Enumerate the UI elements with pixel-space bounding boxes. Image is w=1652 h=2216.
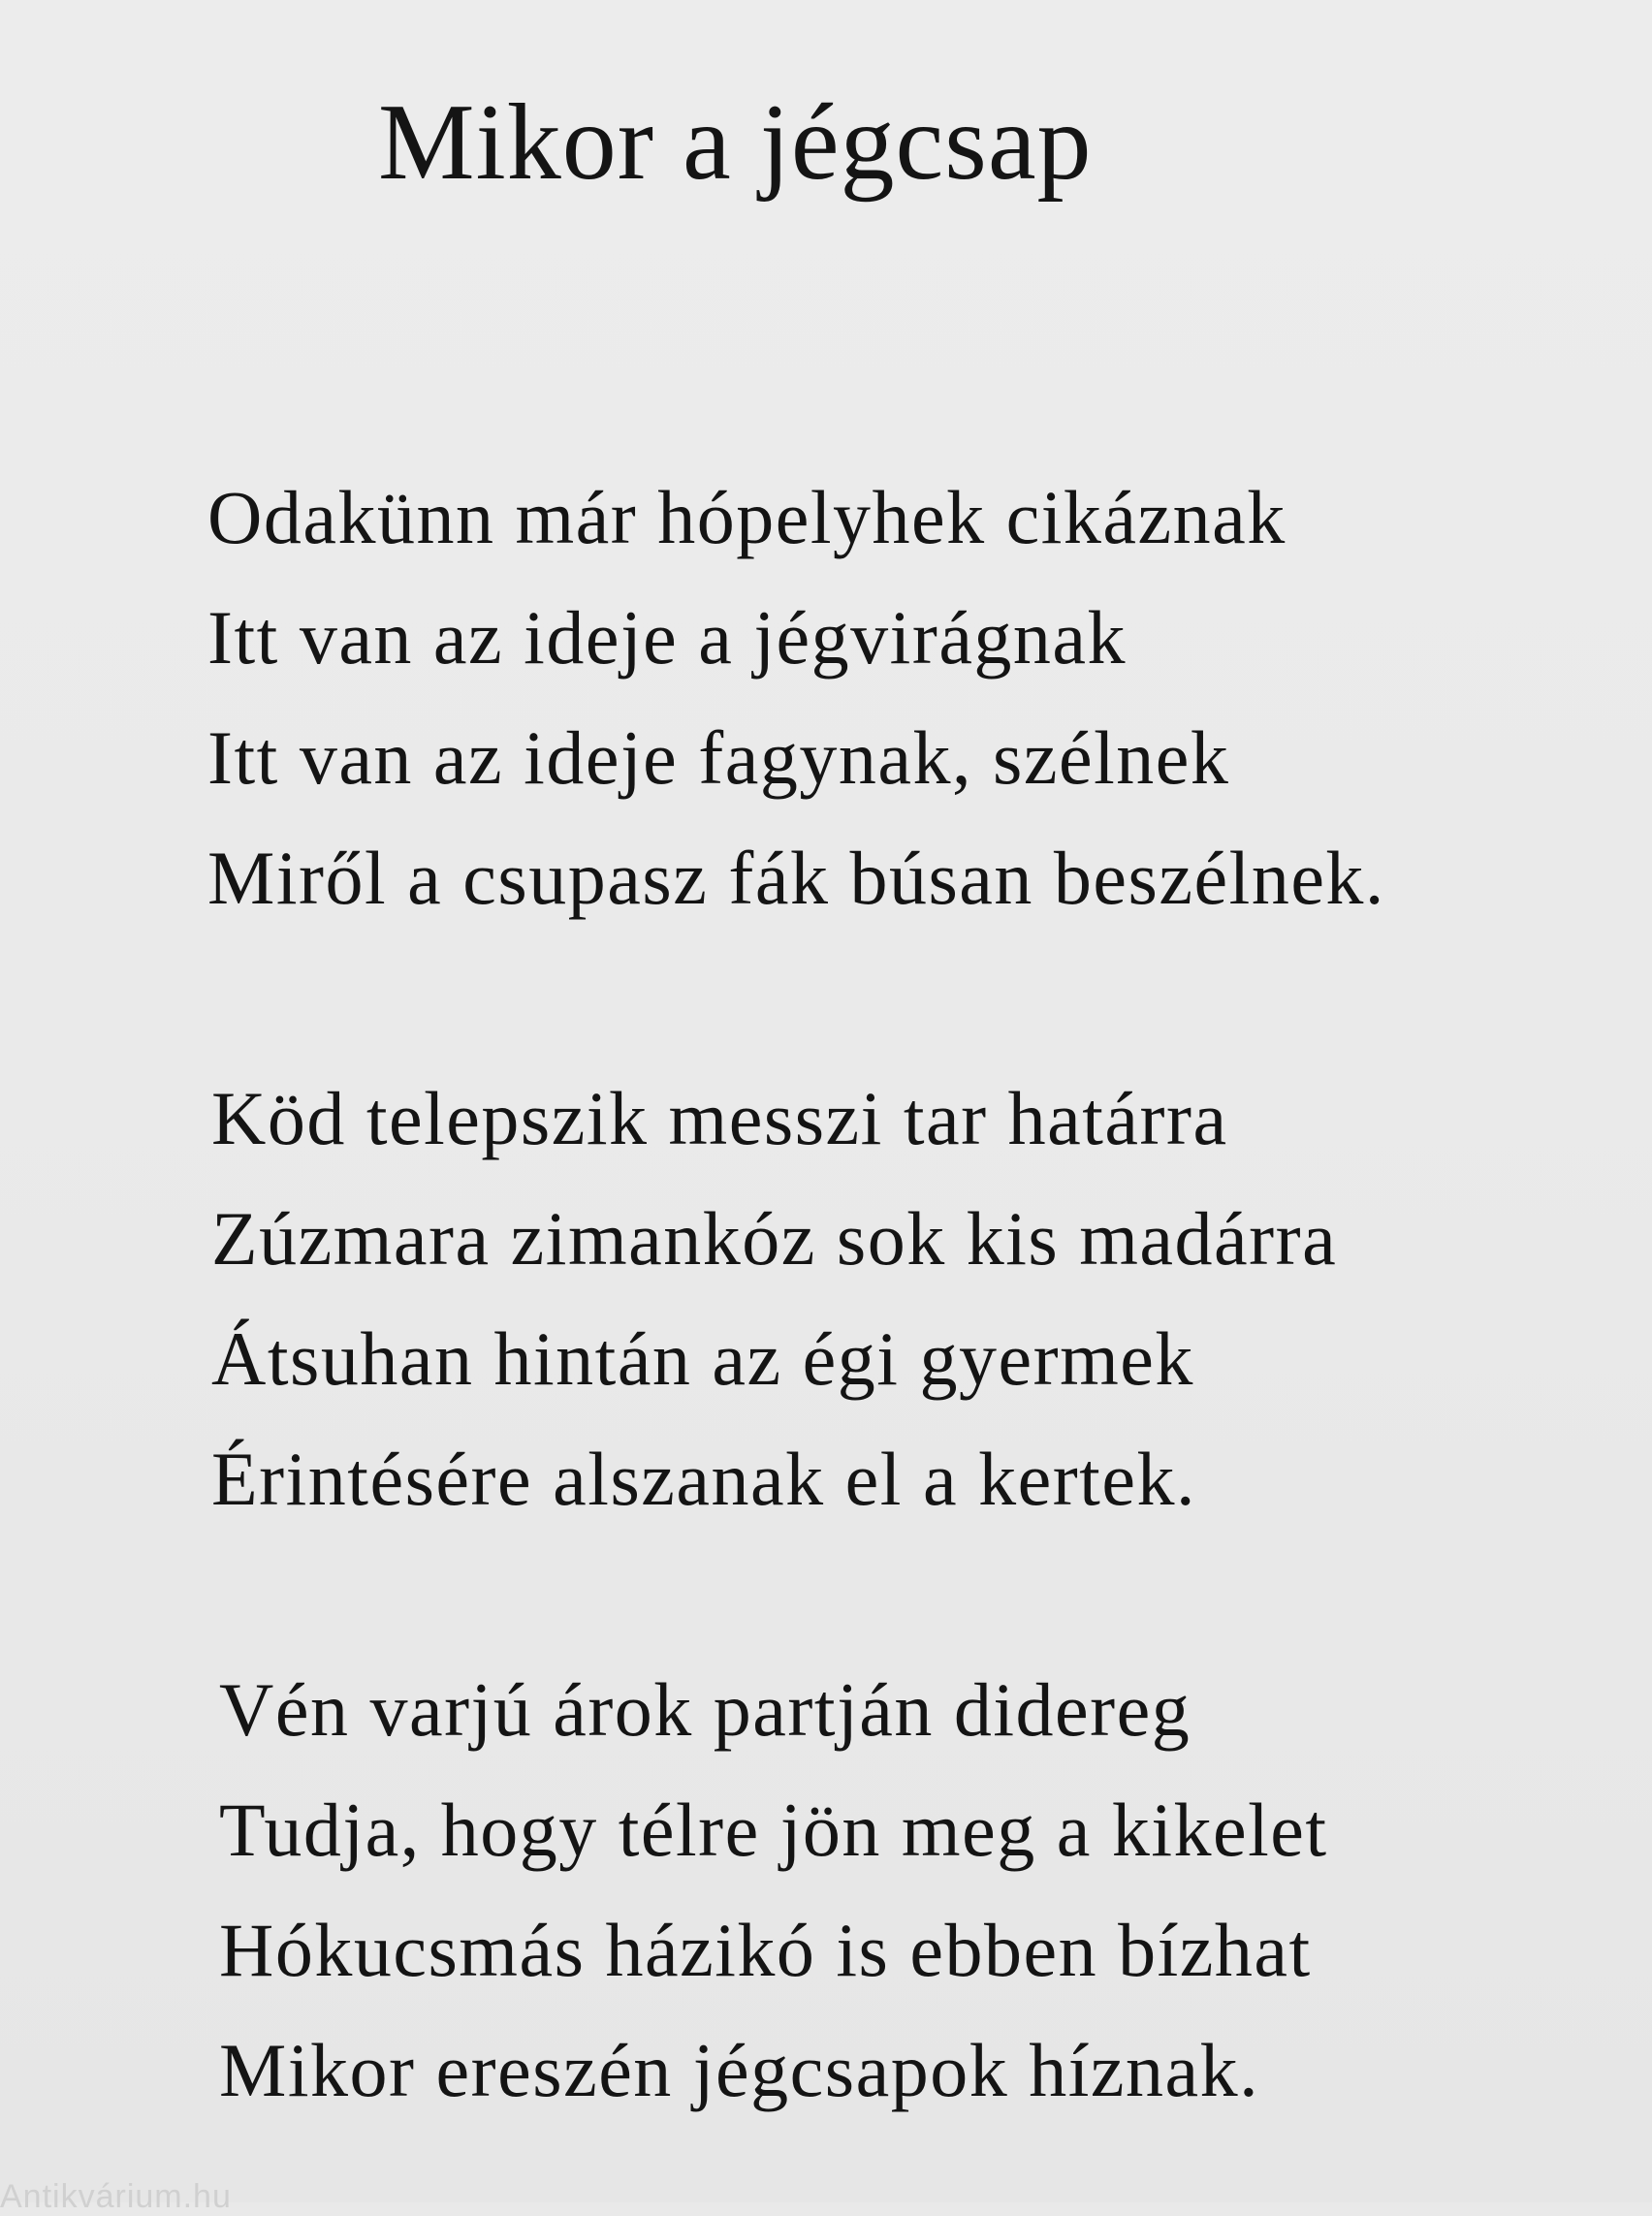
poem-line: Tudja, hogy télre jön meg a kikelet xyxy=(219,1788,1328,1872)
poem-line: Itt van az ideje a jégvirágnak xyxy=(207,595,1128,680)
poem-line: Miről a csupasz fák búsan beszélnek. xyxy=(207,836,1385,920)
stanza-2 xyxy=(211,1059,1337,1539)
poem-line: Zúzmara zimankóz sok kis madárra xyxy=(211,1196,1338,1281)
poem-line: Vén varjú árok partján didereg xyxy=(219,1667,1191,1752)
stanza-1 xyxy=(207,458,1385,938)
poem-line: Itt van az ideje fagynak, szélnek xyxy=(207,715,1230,800)
poem-line: Átsuhan hintán az égi gyermek xyxy=(211,1316,1194,1401)
poem-line: Köd telepszik messzi tar határra xyxy=(211,1076,1228,1160)
poem-line: Hókucsmás házikó is ebben bízhat xyxy=(219,1908,1312,1992)
poem-line: Mikor ereszén jégcsapok híznak. xyxy=(219,2028,1260,2112)
stanza-3 xyxy=(219,1650,1328,2131)
poem-line: Odakünn már hópelyhek cikáznak xyxy=(207,475,1287,559)
poem-title: Mikor a jégcsap xyxy=(378,82,1093,203)
watermark-text: Antikvárium.hu xyxy=(0,2178,232,2215)
poem-line: Érintésére alszanak el a kertek. xyxy=(211,1437,1196,1521)
